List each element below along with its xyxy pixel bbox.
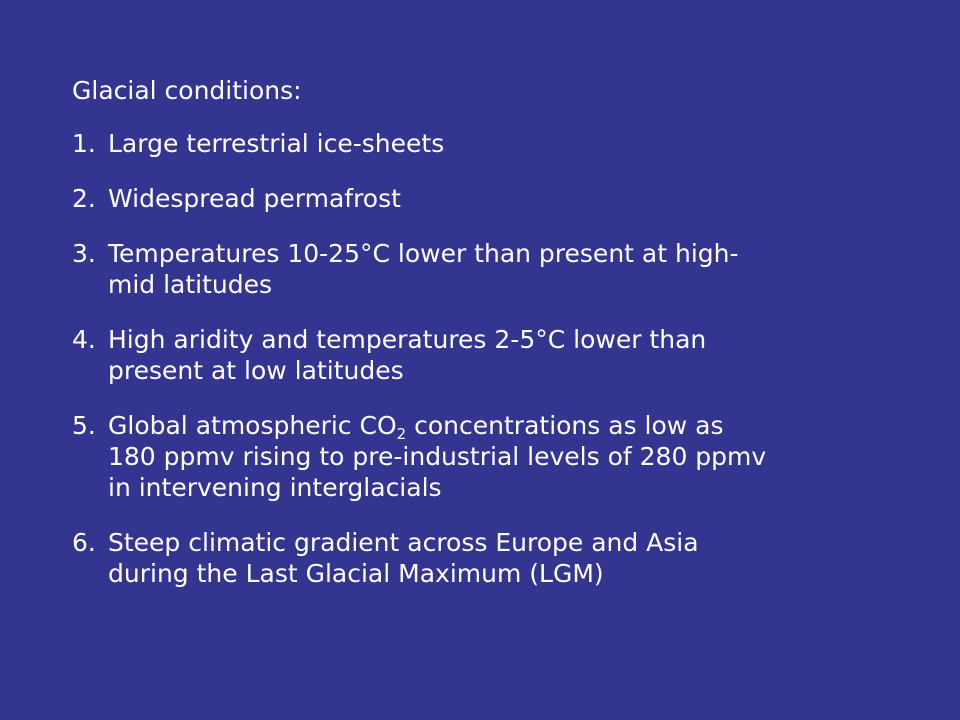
list-item-number: 3. xyxy=(72,239,96,268)
list-item xyxy=(72,238,912,300)
list-item-number: 5. xyxy=(72,411,96,440)
list-item-number: 1. xyxy=(72,129,96,158)
list-item-text: Temperatures 10-25°C lower than present at high- xyxy=(108,239,739,268)
list-item-text: during the Last Glacial Maximum (LGM) xyxy=(108,559,604,588)
list-item xyxy=(72,527,912,589)
list-item xyxy=(72,324,912,386)
list-item-text: Widespread permafrost xyxy=(108,184,401,213)
list-item-number: 2. xyxy=(72,184,96,213)
glacial-conditions-list xyxy=(72,128,912,613)
co2-subscript: 2 xyxy=(396,425,407,443)
list-item-text: 180 ppmv rising to pre-industrial levels of 280 ppmv xyxy=(108,442,767,471)
list-item xyxy=(72,183,912,214)
list-item xyxy=(72,128,912,159)
list-item xyxy=(72,410,912,503)
list-item-number: 4. xyxy=(72,325,96,354)
slide-heading: Glacial conditions: xyxy=(72,76,302,105)
list-item-text: mid latitudes xyxy=(108,270,273,299)
list-item-text: Steep climatic gradient across Europe and Asia xyxy=(108,528,699,557)
list-item-text-co2 xyxy=(108,410,912,441)
list-item-text: present at low latitudes xyxy=(108,356,404,385)
co2-text-before: Global atmospheric CO xyxy=(108,411,397,440)
list-item-number: 6. xyxy=(72,528,96,557)
list-item-text: in intervening interglacials xyxy=(108,473,442,502)
list-item-text: Large terrestrial ice-sheets xyxy=(108,129,445,158)
co2-text-after: concentrations as low as xyxy=(406,411,724,440)
list-item-text: High aridity and temperatures 2-5°C lower than xyxy=(108,325,707,354)
